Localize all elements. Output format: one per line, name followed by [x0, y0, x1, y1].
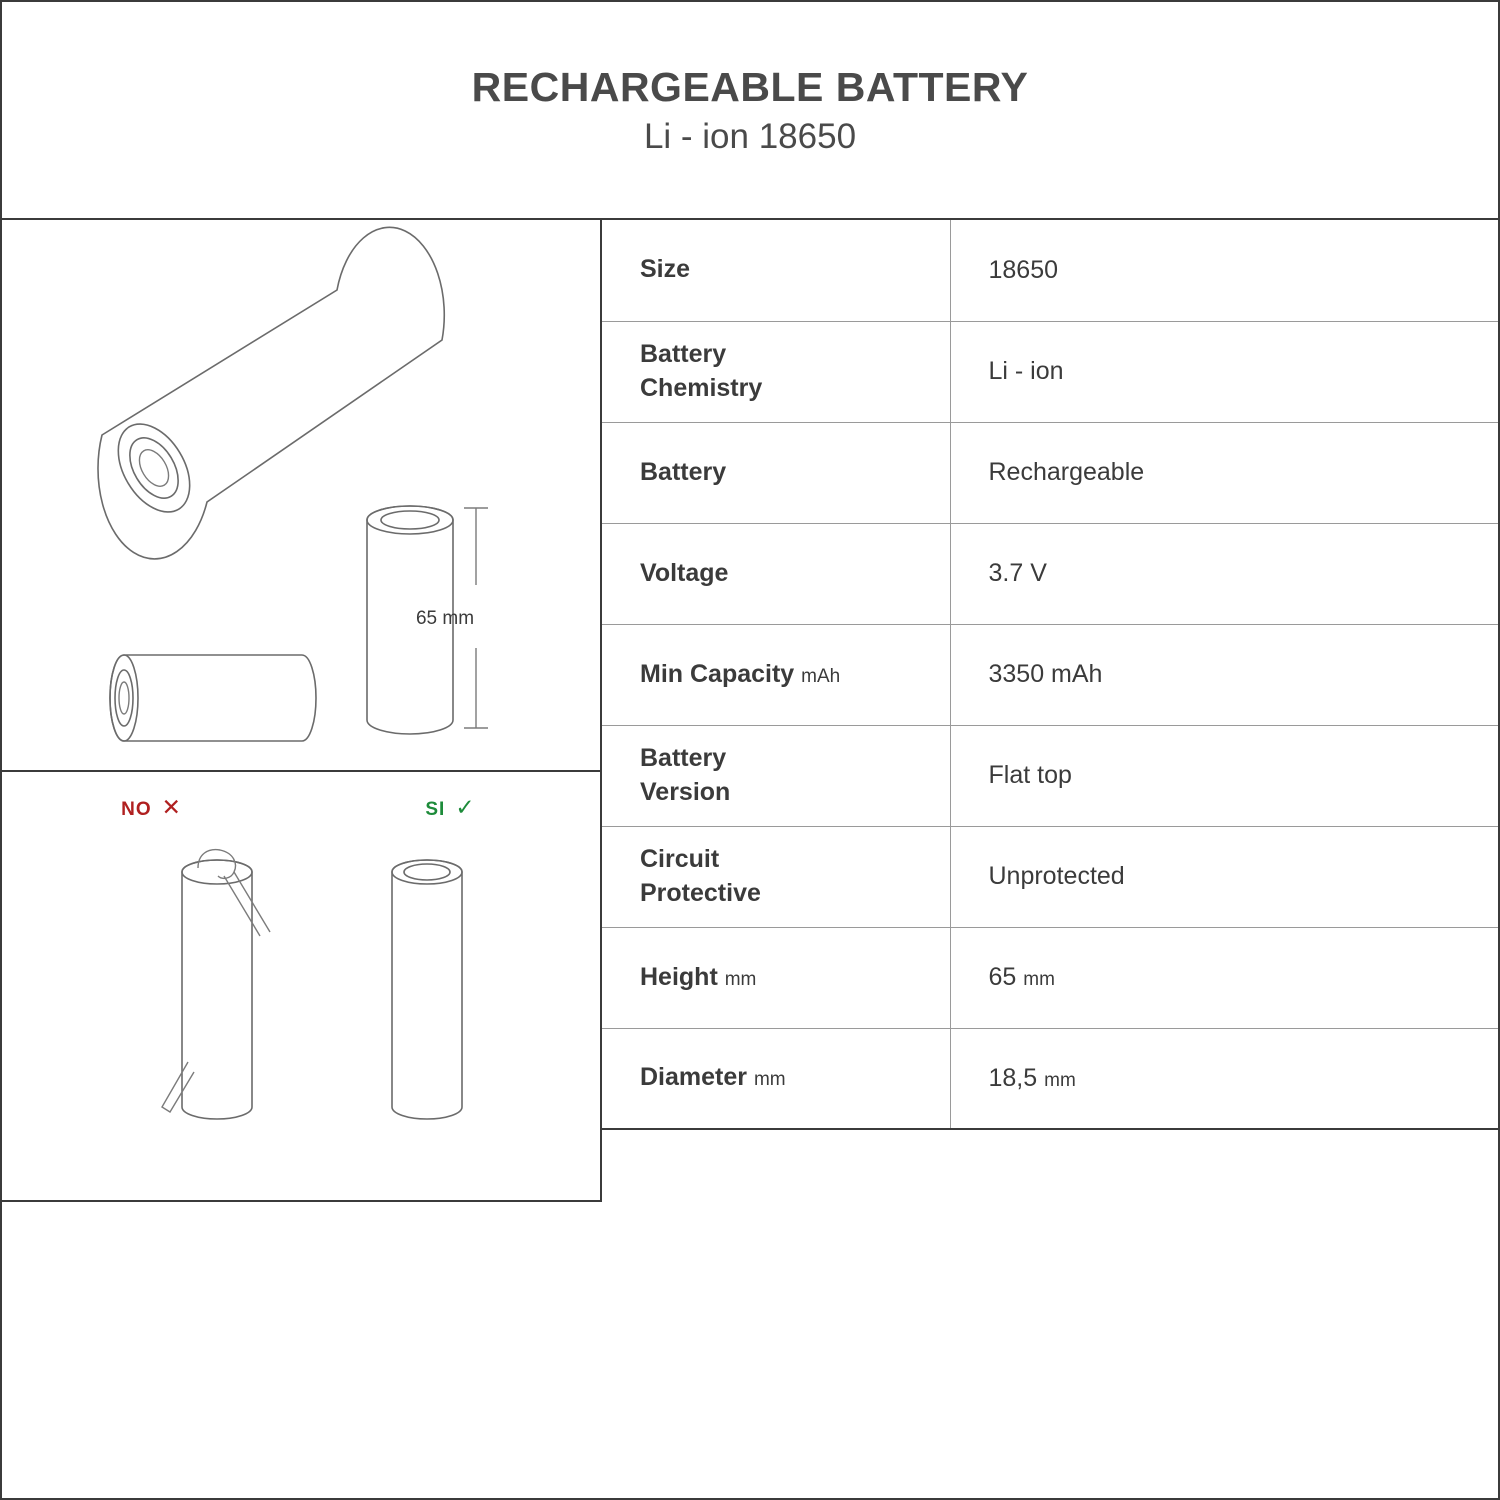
- row-key: [602, 624, 950, 725]
- battery-isometric-icon: [98, 227, 444, 559]
- row-key: Circuit Protective: [602, 826, 950, 927]
- battery-drawings: [2, 220, 600, 770]
- specification-table: [602, 220, 1500, 1130]
- no-label: NO: [121, 799, 152, 820]
- table-row: [602, 220, 1500, 321]
- check-icon: ✓: [455, 794, 476, 820]
- table-row: [602, 725, 1500, 826]
- cross-icon: ✕: [161, 794, 182, 820]
- row-value: 18650: [950, 220, 1500, 321]
- si-label: SI: [425, 799, 446, 820]
- row-key-unit: mAh: [801, 665, 841, 687]
- row-key: Size: [602, 220, 950, 321]
- row-key-unit: mm: [753, 1069, 786, 1091]
- table-row: [602, 927, 1500, 1028]
- usage-comparison-panel: [2, 772, 602, 1202]
- height-dimension-label: 65 mm: [415, 608, 475, 629]
- table-row: [602, 523, 1500, 624]
- row-value-unit: mm: [1044, 1069, 1076, 1091]
- comparison-drawings: [2, 772, 600, 1202]
- table-row: [602, 1028, 1500, 1129]
- row-key: [602, 927, 950, 1028]
- row-key-text: Diameter: [640, 1063, 747, 1092]
- table-row: [602, 422, 1500, 523]
- row-key-unit: mm: [724, 968, 757, 990]
- row-value: 3.7 V: [950, 523, 1500, 624]
- row-value: Rechargeable: [950, 422, 1500, 523]
- row-value-text: 65: [988, 963, 1017, 991]
- row-key: [602, 1028, 950, 1129]
- row-key: Battery: [602, 422, 950, 523]
- battery-flat-top-icon: [392, 860, 462, 1119]
- battery-with-tabs-icon: [162, 850, 270, 1119]
- row-key: Battery Chemistry: [602, 321, 950, 422]
- row-value: Unprotected: [950, 826, 1500, 927]
- page-title: RECHARGEABLE BATTERY: [471, 63, 1029, 110]
- row-key-text: Height: [640, 962, 718, 991]
- table-row: [602, 624, 1500, 725]
- page-subtitle: Li - ion 18650: [643, 116, 857, 156]
- blank-footer-area: [2, 1202, 1498, 1498]
- battery-horizontal-icon: [110, 655, 316, 741]
- row-key-text: Min Capacity: [640, 659, 795, 688]
- header: [2, 2, 1498, 220]
- table-row: [602, 826, 1500, 927]
- row-value: Flat top: [950, 725, 1500, 826]
- row-key: Voltage: [602, 523, 950, 624]
- table-row: [602, 321, 1500, 422]
- row-value: [950, 1028, 1500, 1129]
- row-key: Battery Version: [602, 725, 950, 826]
- row-value: [950, 927, 1500, 1028]
- row-value-text: 18,5: [988, 1063, 1038, 1092]
- row-value: Li - ion: [950, 321, 1500, 422]
- row-value: 3350 mAh: [950, 624, 1500, 725]
- row-value-unit: mm: [1023, 969, 1055, 990]
- battery-illustration-panel: [2, 220, 602, 772]
